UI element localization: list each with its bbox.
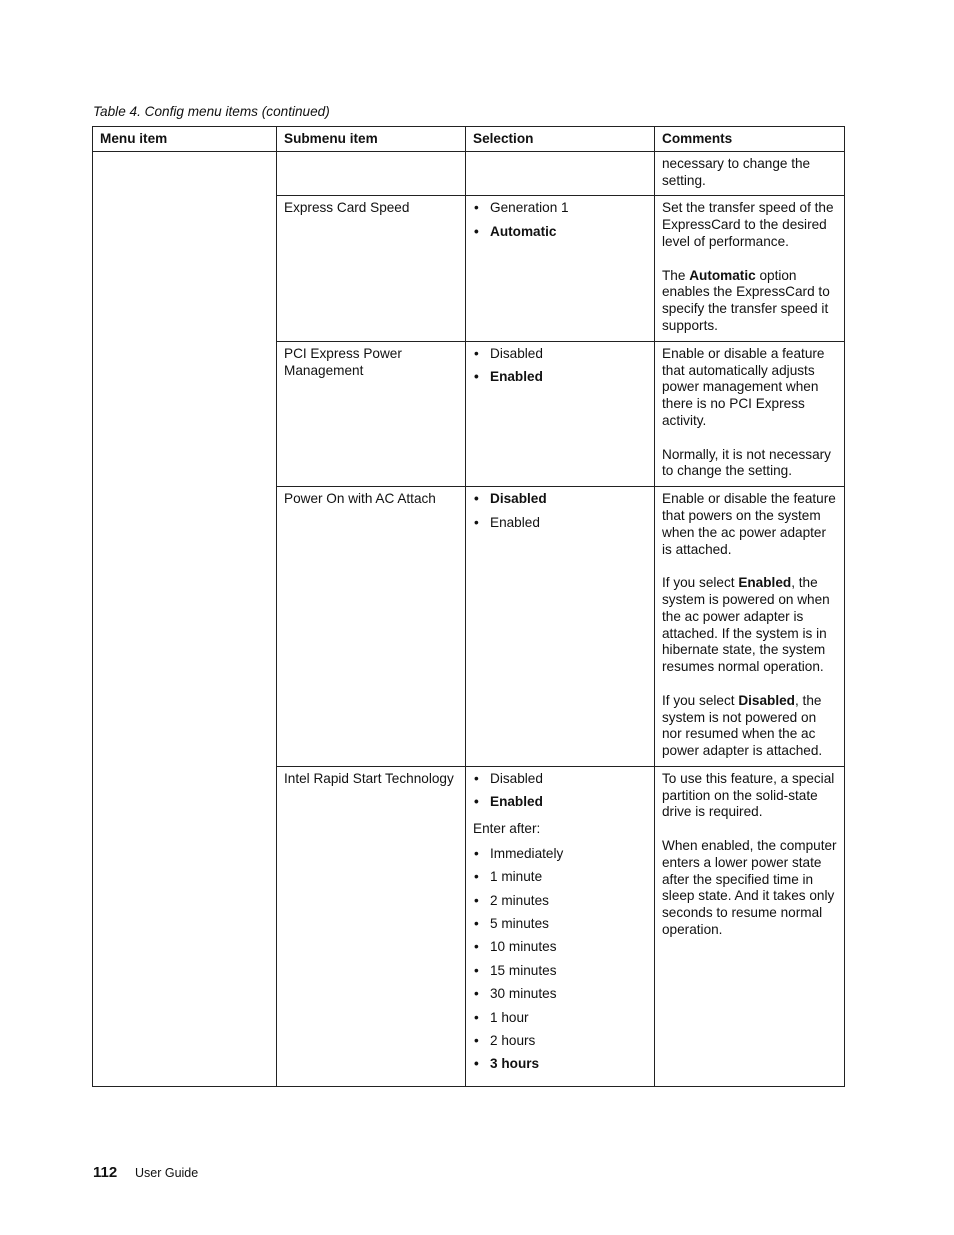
submenu-cell: Express Card Speed — [277, 196, 466, 341]
enter-after-label: Enter after: — [473, 821, 541, 837]
selection-option: • 10 minutes — [473, 939, 647, 956]
submenu-cell: Intel Rapid Start Technology — [277, 766, 466, 1086]
comments-cell — [655, 151, 845, 196]
menu-item-cell — [93, 151, 277, 1086]
submenu-cell — [277, 151, 466, 196]
selection-option: • Disabled — [473, 491, 647, 508]
selection-option: • 1 minute — [473, 869, 647, 886]
selection-option: • Enabled — [473, 369, 647, 386]
header-selection: Selection — [466, 127, 655, 152]
selection-list — [473, 200, 647, 240]
comment-paragraph: When enabled, the computer enters a lower power state after the specified time in sleep state. And it takes only seconds to resume normal operation. — [662, 838, 837, 938]
selection-list — [473, 491, 647, 531]
header-submenu-item: Submenu item — [277, 127, 466, 152]
selection-option: • Immediately — [473, 846, 647, 863]
selection-list — [473, 346, 647, 386]
page-footer — [93, 1164, 198, 1181]
selection-option: • 5 minutes — [473, 916, 647, 933]
selection-option: • 2 hours — [473, 1033, 647, 1050]
selection-option: • Enabled — [473, 794, 647, 811]
comments-cell — [655, 766, 845, 1086]
table-header-row — [93, 127, 845, 152]
enter-after-list — [473, 846, 647, 1073]
table-caption: Table 4. Config menu items (continued) — [93, 104, 330, 119]
header-comments: Comments — [655, 127, 845, 152]
comment-paragraph: Enable or disable a feature that automatically adjusts power management when there is no PCI Express activity. — [662, 345, 825, 428]
selection-option: • 30 minutes — [473, 986, 647, 1003]
submenu-cell: Power On with AC Attach — [277, 487, 466, 767]
comments-cell — [655, 196, 845, 341]
comment-paragraph: If you select Disabled, the system is not powered on nor resumed when the ac power adapter is attached. — [662, 692, 823, 759]
selection-cell — [466, 766, 655, 1086]
comment-paragraph: necessary to change the setting. — [662, 155, 811, 188]
comment-paragraph: To use this feature, a special partition on the solid-state drive is required. — [662, 770, 835, 820]
selection-list — [473, 771, 647, 811]
header-menu-item: Menu item — [93, 127, 277, 152]
comments-cell — [655, 487, 845, 767]
page-number: 112 — [93, 1164, 118, 1181]
comment-paragraph: Enable or disable the feature that powers on the system when the ac power adapter is attached. — [662, 491, 836, 557]
comment-paragraph: Set the transfer speed of the ExpressCard to the desired level of performance. — [662, 200, 834, 249]
comment-paragraph: If you select Enabled, the system is powered on when the ac power adapter is attached. If the system is in hibernate state, the system resumes normal operation. — [662, 575, 830, 675]
selection-option: • Automatic — [473, 224, 647, 241]
selection-cell — [466, 487, 655, 767]
comment-paragraph: The Automatic option enables the ExpressCard to specify the transfer speed it supports. — [662, 267, 830, 333]
selection-option: • 3 hours — [473, 1056, 647, 1073]
guide-title: User Guide — [134, 1166, 199, 1180]
selection-cell — [466, 341, 655, 486]
selection-option: • Generation 1 — [473, 200, 647, 217]
selection-option: • 1 hour — [473, 1010, 647, 1027]
selection-option: • Enabled — [473, 515, 647, 532]
comment-paragraph: Normally, it is not necessary to change the setting. — [662, 446, 831, 479]
config-menu-table — [92, 126, 845, 1087]
submenu-cell: PCI Express Power Management — [277, 341, 466, 486]
selection-option: • Disabled — [473, 346, 647, 363]
selection-option: • 15 minutes — [473, 963, 647, 980]
selection-cell — [466, 196, 655, 341]
table-body — [93, 151, 845, 1086]
selection-cell — [466, 151, 655, 196]
table-row — [93, 151, 845, 196]
selection-option: • 2 minutes — [473, 893, 647, 910]
comments-cell — [655, 341, 845, 486]
selection-option: • Disabled — [473, 771, 647, 788]
